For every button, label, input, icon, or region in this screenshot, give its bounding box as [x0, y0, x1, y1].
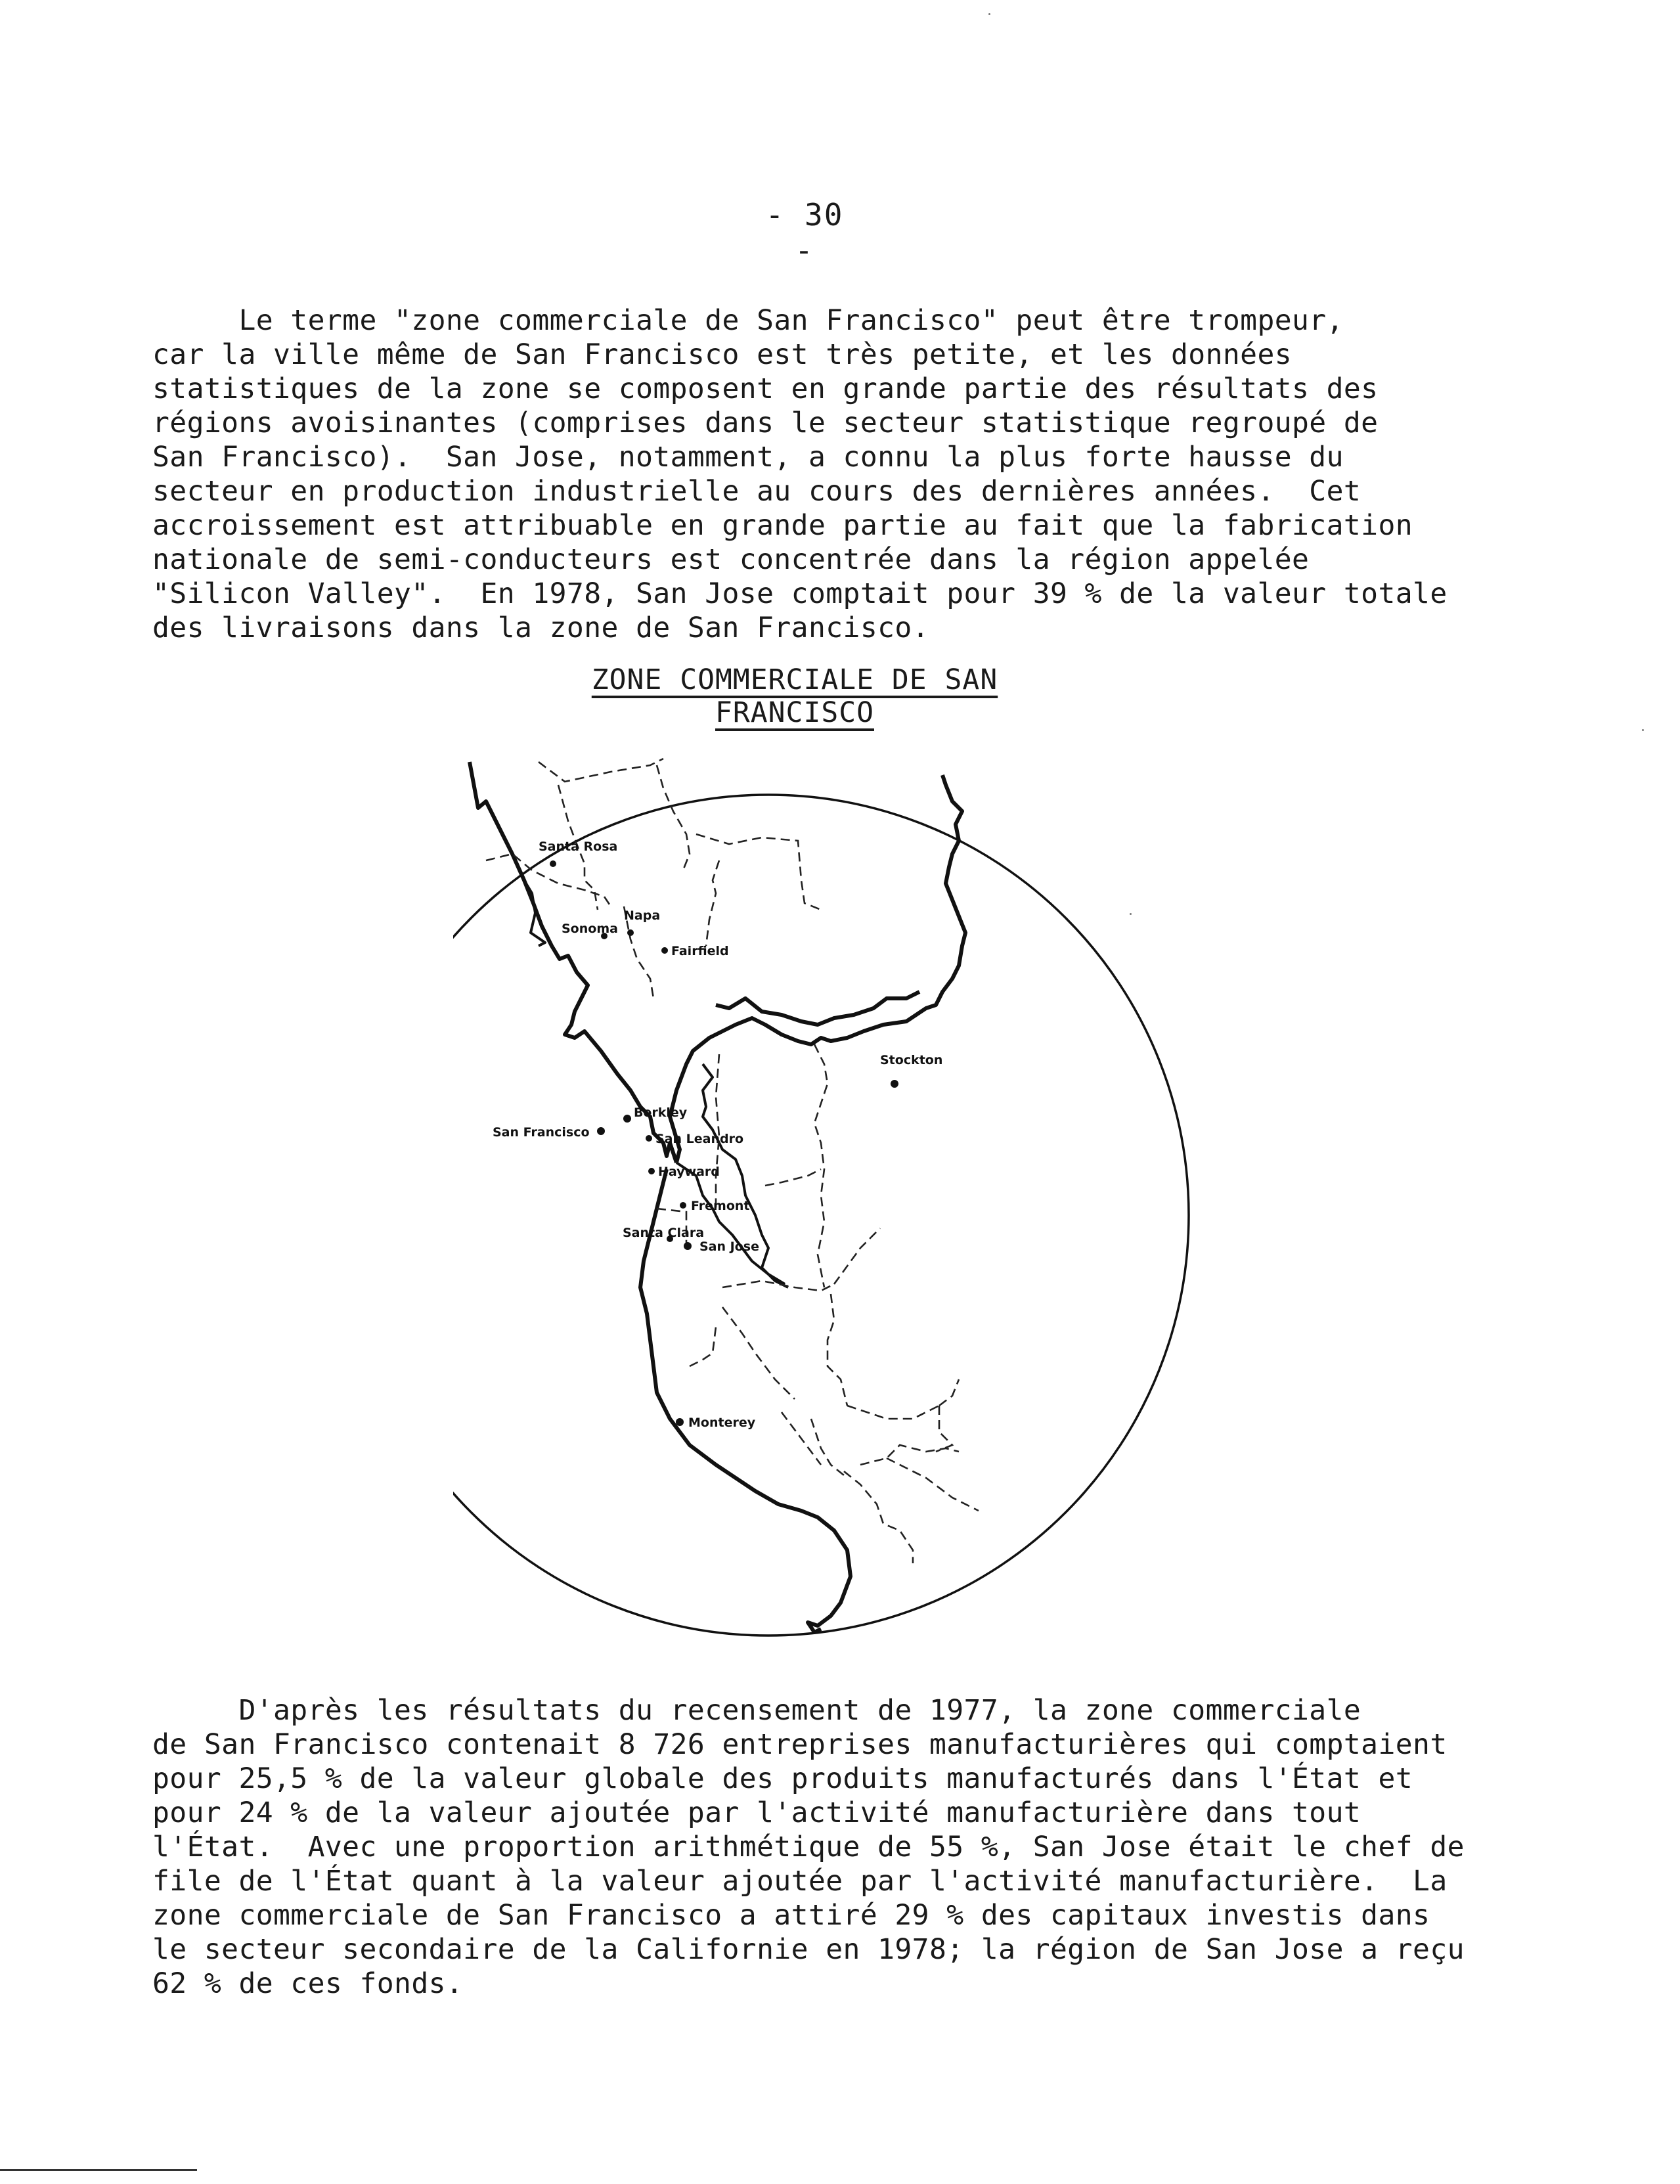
city-dot-napa	[627, 929, 634, 936]
text-line: 62 % de ces fonds.	[152, 1967, 464, 2000]
county-boundary	[696, 834, 821, 910]
county-boundary	[782, 1412, 821, 1465]
city-dot-berkley	[623, 1115, 631, 1123]
city-label-san-francisco: San Francisco	[493, 1125, 590, 1140]
city-dot-san-francisco	[597, 1127, 605, 1135]
city-label-stockton: Stockton	[880, 1053, 943, 1067]
text-line: accroissement est attribuable en grande partie au fait que la fabrication	[152, 509, 1413, 542]
county-boundary	[690, 1327, 716, 1366]
scan-speck	[988, 13, 990, 15]
intro-paragraph	[152, 303, 1545, 645]
san-francisco-map	[453, 749, 1268, 1655]
city-label-monterey: Monterey	[688, 1415, 756, 1430]
scan-speck	[1130, 913, 1132, 915]
city-dot-monterey	[676, 1418, 684, 1426]
text-line: San Francisco). San Jose, notamment, a connu la plus forte hausse du	[152, 441, 1344, 474]
text-line: car la ville même de San Francisco est très petite, et les données	[152, 338, 1293, 371]
text-line: nationale de semi-conducteurs est concentrée dans la région appelée	[152, 543, 1310, 576]
city-label-hayward: Hayward	[658, 1165, 720, 1179]
city-label-berkley: Berkley	[634, 1105, 688, 1120]
city-dot-fairfield	[661, 947, 668, 954]
city-label-santa-rosa: Santa Rosa	[539, 839, 618, 854]
bay-shore	[670, 775, 965, 1163]
county-boundary	[939, 1379, 959, 1406]
zone-circle	[453, 795, 1189, 1636]
text-line: D'après les résultats du recensement de 1977, la zone commerciale	[152, 1694, 1361, 1727]
city-label-fremont: Fremont	[691, 1199, 750, 1213]
county-boundary	[706, 860, 719, 946]
city-label-san-jose: San Jose	[699, 1239, 759, 1254]
county-boundary	[539, 759, 663, 782]
city-label-napa: Napa	[624, 908, 661, 923]
city-dot-hayward	[648, 1168, 655, 1174]
city-label-sonoma: Sonoma	[562, 922, 618, 936]
text-line: pour 25,5 % de la valeur globale des produits manufacturés dans l'État et	[152, 1762, 1413, 1795]
text-line: des livraisons dans la zone de San Francisco.	[152, 612, 929, 644]
county-boundary	[811, 1419, 847, 1478]
city-label-san-leandro: San Leandro	[655, 1132, 744, 1146]
text-line: "Silicon Valley". En 1978, San Jose comptait pour 39 % de la valeur totale	[152, 577, 1448, 610]
county-boundary	[722, 1307, 795, 1399]
county-boundary	[936, 1406, 952, 1452]
city-label-fairfield: Fairfield	[671, 944, 729, 958]
text-line: secteur en production industrielle au cours des dernières années. Cet	[152, 475, 1361, 508]
county-boundary	[657, 765, 690, 870]
county-boundary	[847, 1406, 939, 1419]
text-line: statistiques de la zone se composent en grande partie des résultats des	[152, 372, 1379, 405]
county-boundary	[814, 1044, 828, 1287]
text-line: pour 24 % de la valeur ajoutée par l'activité manufacturière dans tout	[152, 1796, 1361, 1829]
county-boundary	[844, 1471, 913, 1563]
text-line: Le terme "zone commerciale de San Francisco" peut être trompeur,	[152, 304, 1344, 337]
coastline	[470, 762, 676, 1163]
scan-speck	[1642, 729, 1644, 731]
text-line: régions avoisinantes (comprises dans le secteur statistique regroupé de	[152, 407, 1379, 439]
city-dot-san-leandro	[646, 1135, 652, 1142]
city-dot-san-jose	[684, 1242, 692, 1250]
city-dot-santa-rosa	[550, 860, 556, 867]
text-line: le secteur secondaire de la Californie en 1978; la région de San Jose a reçu	[152, 1933, 1465, 1966]
section-title: ZONE COMMERCIALE DE SAN FRANCISCO	[591, 663, 998, 729]
text-line: l'État. Avec une proportion arithmétique de 55 %, San Jose était le chef de	[152, 1831, 1465, 1863]
county-boundary	[860, 1445, 959, 1465]
census-paragraph	[152, 1693, 1545, 2001]
text-line: file de l'État quant à la valeur ajoutée par l'activité manufacturière. La	[152, 1865, 1448, 1898]
county-boundary	[828, 1294, 847, 1406]
text-line: de San Francisco contenait 8 726 entreprises manufacturières qui comptaient	[152, 1728, 1448, 1761]
city-dot-fremont	[680, 1202, 686, 1209]
county-boundary	[486, 854, 611, 906]
page-number: - 30 -	[765, 197, 844, 268]
city-dot-stockton	[891, 1080, 898, 1088]
county-boundary	[765, 1169, 821, 1186]
bay-west-shore	[676, 1163, 785, 1284]
bottom-rule	[0, 2169, 197, 2171]
text-line: zone commerciale de San Francisco a attiré 29 % des capitaux investis dans	[152, 1899, 1430, 1932]
county-boundary	[887, 1458, 979, 1511]
city-label-santa-clara: Santa Clara	[623, 1226, 705, 1240]
county-boundary	[834, 1228, 880, 1284]
